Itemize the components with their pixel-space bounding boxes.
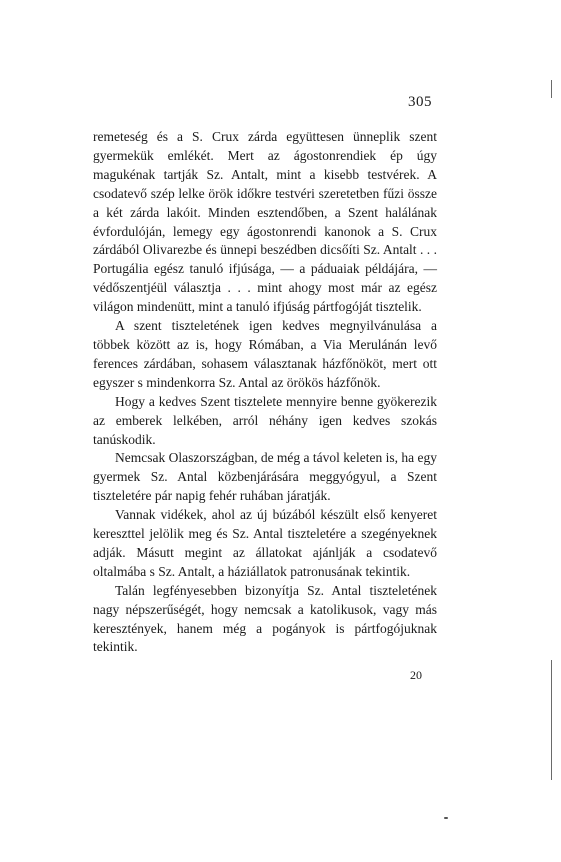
print-speck [444, 817, 448, 819]
paragraph-4: Nemcsak Olaszországban, de még a távol keleten is, ha egy gyermek Sz. Antal közbenjárására meggyógyul, a Szent tiszteletére pár napig fehér ruhában járatják. [93, 450, 438, 504]
paragraph-5: Vannak vidékek, ahol az új búzából készült első kenyeret kereszttel jelölik meg és Sz. Antal tiszteletére a szegényeknek adják. Másutt megint az állatokat ajánlják a csodatevő oltalmába s Sz. Antalt, a háziállatok patronusának tekintik. [93, 507, 437, 579]
paragraph-1: remeteség és a S. Crux zárda együttesen ünneplik szent gyermekük emlékét. Mert az ágostonrendiek ép úgy magukénak tartják Sz. Antalt, mint a kisebb testvérek. A csodatevő szép lelke örök időkre testvéri szeretetben fűzi össze a két zárda lakóit. Minden esztendőben, a Szent halálának évfordulóján, lemegy egy ágostonrendi kanonok a S. Crux zárdából Olivarezbe és ünnepi beszédben dicsőíti Sz. Antalt . . . Portugália egész tanuló ifjúsága, — a páduaiak példájára, — védőszentjéül választja . . . mint ahogy most már az egész világon mindenütt, mint a tanuló ifjúság pártfogóját tisztelik. [93, 129, 437, 315]
page-number: 305 [408, 94, 432, 110]
paragraph-2: A szent tiszteletének igen kedves megnyilvánulása a többek között az is, hogy Rómában, a Via Merulánán levő ferences zárdában, sohasem választanak házfőnököt, mert ott egyszer s mindenkorra Sz. Antal az örökös házfőnök. [93, 318, 437, 390]
signature-mark: 20 [410, 668, 422, 682]
paragraph-6: Talán legfényesebben bizonyítja Sz. Antal tiszteletének nagy népszerűségét, hogy nemcsak a katolikusok, vagy más keresztények, hanem még a pogányok is pártfogójuknak tekintik. [93, 582, 437, 655]
page-edge-line [551, 660, 552, 780]
page-edge-line [551, 80, 552, 98]
body-text [93, 128, 437, 657]
paragraph-3: Hogy a kedves Szent tisztelete mennyire benne gyökerezik az emberek lelkében, arról néhány igen kedves szokás tanúskodik. [93, 393, 437, 447]
